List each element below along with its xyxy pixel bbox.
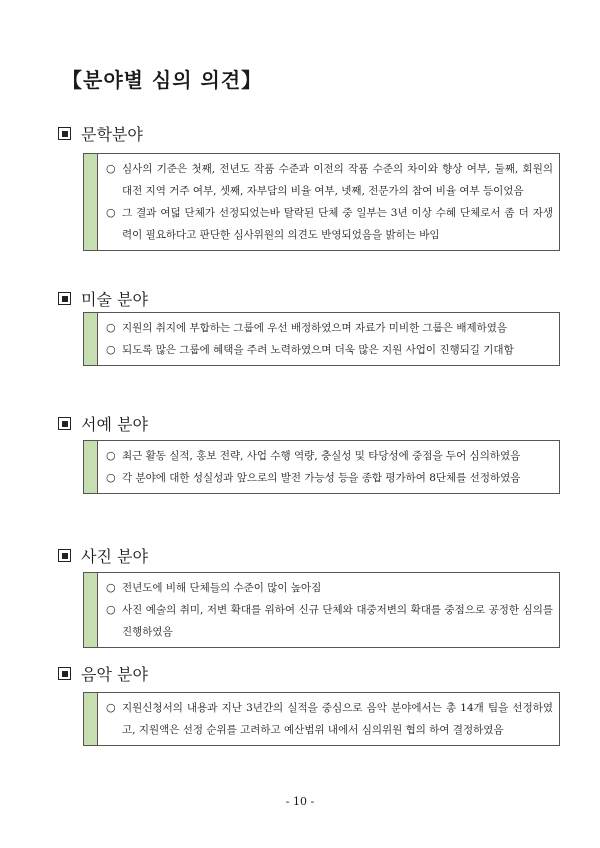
filled-square-icon	[58, 292, 71, 305]
filled-square-icon	[58, 667, 71, 680]
section-heading-photography	[58, 544, 148, 567]
list-item	[106, 445, 553, 467]
section-heading-art	[58, 287, 148, 310]
section-heading-label: 사진 분야	[81, 547, 148, 566]
item-text: 되도록 많은 그룹에 혜택을 주려 노력하였으며 더욱 많은 지원 사업이 진행되길 기대함	[122, 344, 514, 356]
item-text: 심사의 기준은 첫째, 전년도 작품 수준과 이전의 작품 수준의 차이와 향상 여부, 둘째, 회원의 대전 지역 거주 여부, 셋째, 자부담의 비율 여부, 넷째, 전문가의 참여 비율 여부 등이었음	[122, 163, 553, 197]
section-heading-label: 문학분야	[81, 125, 143, 144]
section-heading-literature	[58, 122, 143, 145]
accent-bar	[84, 693, 98, 745]
section-box-calligraphy	[83, 440, 560, 494]
list-item	[106, 202, 553, 246]
circle-bullet-icon: ○	[106, 206, 116, 219]
section-heading-label: 음악 분야	[81, 665, 148, 684]
accent-bar	[84, 573, 98, 647]
circle-bullet-icon: ○	[106, 701, 116, 714]
section-heading-label: 미술 분야	[81, 290, 148, 309]
section-box-music	[83, 692, 560, 746]
circle-bullet-icon: ○	[106, 603, 116, 616]
section-heading-label: 서예 분야	[81, 415, 148, 434]
accent-bar	[84, 441, 98, 493]
accent-bar	[84, 313, 98, 365]
list-item	[106, 599, 553, 643]
item-text: 지원의 취지에 부합하는 그룹에 우선 배정하였으며 자료가 미비한 그룹은 배제하였음	[122, 322, 508, 334]
list-item	[106, 697, 553, 741]
section-heading-calligraphy	[58, 412, 148, 435]
accent-bar	[84, 154, 98, 250]
item-text: 지원신청서의 내용과 지난 3년간의 실적을 중심으로 음악 분야에서는 총 14개 팀을 선정하였고, 지원액은 선정 순위를 고려하고 예산범위 내에서 심의위원 협의 하여 결정하였음	[122, 702, 553, 736]
item-text: 각 분야에 대한 성실성과 앞으로의 발전 가능성 등을 종합 평가하여 8단체를 선정하였음	[122, 472, 521, 484]
circle-bullet-icon: ○	[106, 581, 116, 594]
page-number: - 10 -	[285, 795, 315, 808]
circle-bullet-icon: ○	[106, 321, 116, 334]
circle-bullet-icon: ○	[106, 343, 116, 356]
circle-bullet-icon: ○	[106, 449, 116, 462]
circle-bullet-icon: ○	[106, 162, 116, 175]
list-item	[106, 467, 553, 489]
list-item	[106, 339, 553, 361]
list-item	[106, 158, 553, 202]
section-box-photography	[83, 572, 560, 648]
section-box-art	[83, 312, 560, 366]
filled-square-icon	[58, 549, 71, 562]
list-item	[106, 577, 553, 599]
section-heading-music	[58, 662, 148, 685]
item-text: 전년도에 비해 단체들의 수준이 많이 높아짐	[122, 582, 322, 594]
section-box-literature	[83, 153, 560, 251]
item-text: 사진 예술의 취미, 저변 확대를 위하여 신규 단체와 대중저변의 확대를 중점으로 공정한 심의를 진행하였음	[122, 604, 553, 638]
filled-square-icon	[58, 417, 71, 430]
circle-bullet-icon: ○	[106, 471, 116, 484]
page-title: 【분야별 심의 의견】	[62, 68, 263, 92]
item-text: 그 결과 여덟 단체가 선정되었는바 탈락된 단체 중 일부는 3년 이상 수혜 단체로서 좀 더 자생력이 필요하다고 판단한 심사위원의 의견도 반영되었음을 밝히는 바임	[122, 207, 553, 241]
list-item	[106, 317, 553, 339]
item-text: 최근 활동 실적, 홍보 전략, 사업 수행 역량, 충실성 및 타당성에 중점을 두어 심의하였음	[122, 450, 521, 462]
filled-square-icon	[58, 127, 71, 140]
